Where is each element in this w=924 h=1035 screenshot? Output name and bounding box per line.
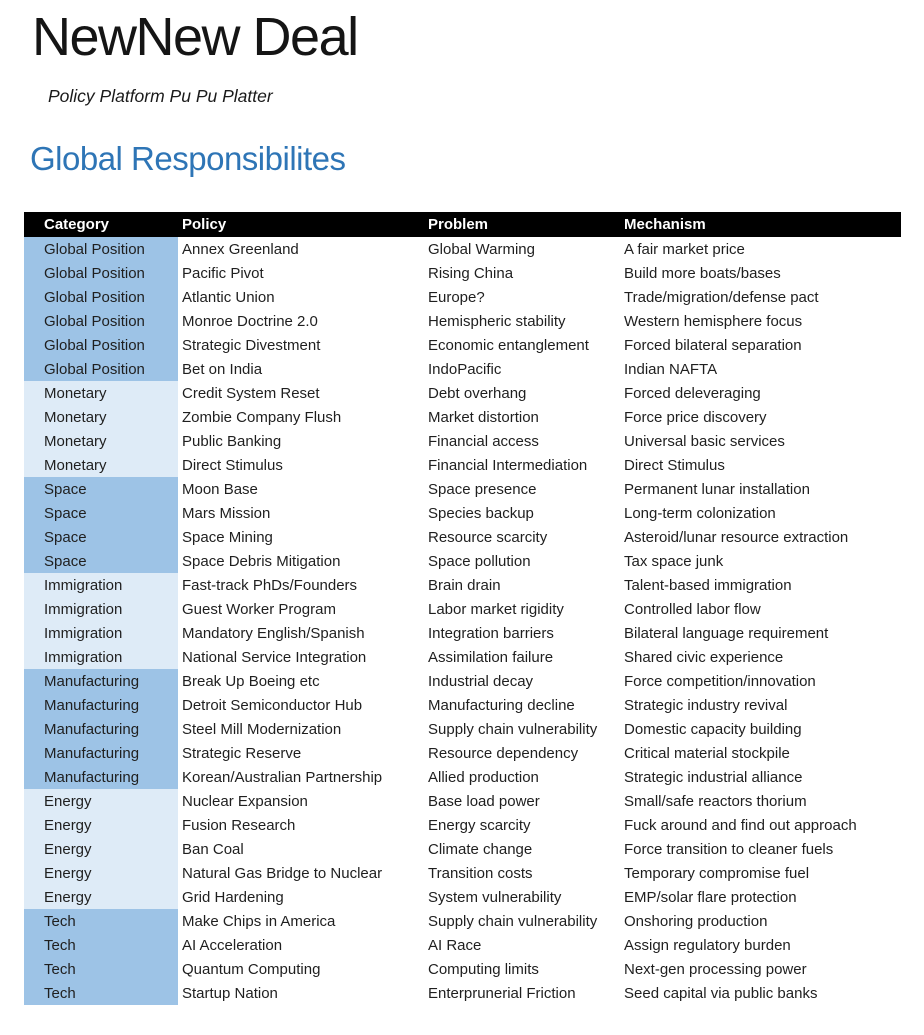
cell-problem: IndoPacific: [428, 360, 502, 378]
cell-policy: Steel Mill Modernization: [182, 720, 342, 738]
cell-problem: Base load power: [428, 792, 540, 810]
cell-mechanism: Fuck around and find out approach: [624, 816, 857, 834]
cell-mechanism: Small/safe reactors thorium: [624, 792, 807, 810]
cell-problem: Global Warming: [428, 240, 535, 258]
cell-mechanism: Assign regulatory burden: [624, 936, 791, 954]
cell-mechanism: Seed capital via public banks: [624, 984, 818, 1002]
table-row: [24, 549, 901, 573]
column-header-category: Category: [24, 212, 178, 237]
cell-mechanism: Controlled labor flow: [624, 600, 761, 618]
cell-policy: Space Mining: [182, 528, 273, 546]
cell-category: Energy: [24, 789, 178, 813]
cell-policy: Credit System Reset: [182, 384, 320, 402]
cell-mechanism: Critical material stockpile: [624, 744, 790, 762]
cell-mechanism: Indian NAFTA: [624, 360, 718, 378]
cell-category: Global Position: [24, 309, 178, 333]
cell-policy: Strategic Reserve: [182, 744, 302, 762]
cell-category: Space: [24, 501, 178, 525]
cell-category: Energy: [24, 837, 178, 861]
table-row: [24, 477, 901, 501]
cell-mechanism: Asteroid/lunar resource extraction: [624, 528, 849, 546]
cell-mechanism: Force price discovery: [624, 408, 767, 426]
policy-table: [24, 212, 901, 1005]
table-row: [24, 405, 901, 429]
cell-policy: Break Up Boeing etc: [182, 672, 320, 690]
cell-category: Tech: [24, 933, 178, 957]
cell-mechanism: Direct Stimulus: [624, 456, 725, 474]
table-row: [24, 621, 901, 645]
table-row: [24, 333, 901, 357]
cell-policy: Ban Coal: [182, 840, 244, 858]
table-row: [24, 597, 901, 621]
cell-mechanism: Long-term colonization: [624, 504, 776, 522]
cell-policy: Annex Greenland: [182, 240, 299, 258]
table-row: [24, 789, 901, 813]
cell-mechanism: Force competition/innovation: [624, 672, 816, 690]
cell-category: Tech: [24, 909, 178, 933]
cell-problem: Hemispheric stability: [428, 312, 566, 330]
cell-mechanism: Tax space junk: [624, 552, 724, 570]
cell-problem: Resource scarcity: [428, 528, 548, 546]
table-row: [24, 957, 901, 981]
table-row: [24, 693, 901, 717]
cell-category: Energy: [24, 885, 178, 909]
cell-problem: Market distortion: [428, 408, 539, 426]
cell-problem: Allied production: [428, 768, 539, 786]
cell-mechanism: Trade/migration/defense pact: [624, 288, 819, 306]
cell-policy: Strategic Divestment: [182, 336, 321, 354]
cell-category: Space: [24, 549, 178, 573]
cell-mechanism: Build more boats/bases: [624, 264, 781, 282]
cell-mechanism: Universal basic services: [624, 432, 785, 450]
cell-policy: Mandatory English/Spanish: [182, 624, 365, 642]
cell-mechanism: Domestic capacity building: [624, 720, 802, 738]
cell-problem: Space presence: [428, 480, 537, 498]
column-header-mechanism: Mechanism: [620, 212, 901, 237]
cell-category: Immigration: [24, 573, 178, 597]
cell-mechanism: Permanent lunar installation: [624, 480, 810, 498]
cell-problem: Computing limits: [428, 960, 539, 978]
cell-problem: AI Race: [428, 936, 482, 954]
cell-problem: Labor market rigidity: [428, 600, 564, 618]
cell-policy: National Service Integration: [182, 648, 367, 666]
cell-category: Monetary: [24, 453, 178, 477]
cell-category: Global Position: [24, 237, 178, 261]
cell-policy: Natural Gas Bridge to Nuclear: [182, 864, 383, 882]
table-body: [24, 237, 901, 1005]
cell-problem: Species backup: [428, 504, 534, 522]
cell-policy: AI Acceleration: [182, 936, 283, 954]
cell-policy: Atlantic Union: [182, 288, 275, 306]
column-header-problem: Problem: [424, 212, 620, 237]
table-row: [24, 765, 901, 789]
cell-problem: Integration barriers: [428, 624, 554, 642]
table-row: [24, 381, 901, 405]
cell-policy: Korean/Australian Partnership: [182, 768, 383, 786]
cell-policy: Grid Hardening: [182, 888, 284, 906]
cell-category: Energy: [24, 813, 178, 837]
policy-table-container: [24, 212, 901, 1005]
cell-mechanism: Shared civic experience: [624, 648, 784, 666]
cell-policy: Bet on India: [182, 360, 263, 378]
column-header-policy: Policy: [178, 212, 424, 237]
cell-policy: Zombie Company Flush: [182, 408, 342, 426]
cell-mechanism: Strategic industry revival: [624, 696, 788, 714]
cell-category: Manufacturing: [24, 717, 178, 741]
table-row: [24, 909, 901, 933]
cell-policy: Guest Worker Program: [182, 600, 336, 618]
cell-mechanism: A fair market price: [624, 240, 745, 258]
cell-problem: Transition costs: [428, 864, 533, 882]
cell-mechanism: Onshoring production: [624, 912, 768, 930]
document-title: NewNew Deal: [32, 7, 358, 67]
cell-problem: Brain drain: [428, 576, 501, 594]
cell-policy: Direct Stimulus: [182, 456, 283, 474]
cell-policy: Mars Mission: [182, 504, 271, 522]
cell-category: Global Position: [24, 261, 178, 285]
table-row: [24, 453, 901, 477]
cell-category: Global Position: [24, 357, 178, 381]
cell-category: Immigration: [24, 645, 178, 669]
cell-problem: Climate change: [428, 840, 533, 858]
cell-problem: Financial access: [428, 432, 539, 450]
cell-problem: Debt overhang: [428, 384, 527, 402]
cell-problem: Supply chain vulnerability: [428, 720, 598, 738]
cell-category: Energy: [24, 861, 178, 885]
cell-policy: Quantum Computing: [182, 960, 321, 978]
cell-mechanism: EMP/solar flare protection: [624, 888, 797, 906]
cell-category: Monetary: [24, 405, 178, 429]
table-row: [24, 981, 901, 1005]
cell-category: Space: [24, 477, 178, 501]
cell-mechanism: Strategic industrial alliance: [624, 768, 803, 786]
table-row: [24, 813, 901, 837]
cell-policy: Nuclear Expansion: [182, 792, 308, 810]
cell-mechanism: Bilateral language requirement: [624, 624, 829, 642]
cell-category: Global Position: [24, 285, 178, 309]
table-row: [24, 885, 901, 909]
cell-policy: Space Debris Mitigation: [182, 552, 341, 570]
cell-category: Tech: [24, 981, 178, 1005]
table-row: [24, 573, 901, 597]
section-heading: Global Responsibilites: [30, 140, 346, 177]
cell-category: Space: [24, 525, 178, 549]
cell-policy: Moon Base: [182, 480, 258, 498]
cell-problem: Enterprunerial Friction: [428, 984, 576, 1002]
cell-problem: Rising China: [428, 264, 514, 282]
cell-problem: Europe?: [428, 288, 485, 306]
table-header-row: [24, 212, 901, 237]
cell-category: Manufacturing: [24, 741, 178, 765]
cell-problem: Industrial decay: [428, 672, 534, 690]
cell-mechanism: Next-gen processing power: [624, 960, 807, 978]
table-row: [24, 861, 901, 885]
cell-mechanism: Forced bilateral separation: [624, 336, 802, 354]
cell-problem: Manufacturing decline: [428, 696, 575, 714]
cell-category: Monetary: [24, 429, 178, 453]
cell-policy: Startup Nation: [182, 984, 278, 1002]
cell-policy: Make Chips in America: [182, 912, 336, 930]
cell-problem: Assimilation failure: [428, 648, 554, 666]
table-row: [24, 285, 901, 309]
table-row: [24, 717, 901, 741]
table-row: [24, 237, 901, 261]
cell-category: Manufacturing: [24, 765, 178, 789]
table-row: [24, 837, 901, 861]
cell-problem: Financial Intermediation: [428, 456, 588, 474]
cell-mechanism: Forced deleveraging: [624, 384, 761, 402]
table-row: [24, 309, 901, 333]
table-row: [24, 669, 901, 693]
cell-policy: Public Banking: [182, 432, 282, 450]
cell-problem: Resource dependency: [428, 744, 579, 762]
cell-mechanism: Force transition to cleaner fuels: [624, 840, 834, 858]
cell-category: Tech: [24, 957, 178, 981]
cell-problem: System vulnerability: [428, 888, 562, 906]
table-row: [24, 741, 901, 765]
table-row: [24, 645, 901, 669]
cell-category: Manufacturing: [24, 669, 178, 693]
cell-mechanism: Talent-based immigration: [624, 576, 792, 594]
table-row: [24, 501, 901, 525]
cell-policy: Monroe Doctrine 2.0: [182, 312, 318, 330]
cell-category: Manufacturing: [24, 693, 178, 717]
cell-policy: Detroit Semiconductor Hub: [182, 696, 363, 714]
cell-policy: Fast-track PhDs/Founders: [182, 576, 358, 594]
cell-problem: Supply chain vulnerability: [428, 912, 598, 930]
document-subtitle: Policy Platform Pu Pu Platter: [48, 86, 273, 106]
cell-category: Immigration: [24, 597, 178, 621]
table-row: [24, 429, 901, 453]
cell-problem: Energy scarcity: [428, 816, 531, 834]
cell-category: Monetary: [24, 381, 178, 405]
table-row: [24, 933, 901, 957]
cell-problem: Economic entanglement: [428, 336, 589, 354]
cell-policy: Fusion Research: [182, 816, 296, 834]
cell-problem: Space pollution: [428, 552, 531, 570]
cell-mechanism: Western hemisphere focus: [624, 312, 803, 330]
table-row: [24, 357, 901, 381]
table-row: [24, 525, 901, 549]
cell-category: Global Position: [24, 333, 178, 357]
cell-policy: Pacific Pivot: [182, 264, 264, 282]
table-row: [24, 261, 901, 285]
cell-mechanism: Temporary compromise fuel: [624, 864, 810, 882]
cell-category: Immigration: [24, 621, 178, 645]
